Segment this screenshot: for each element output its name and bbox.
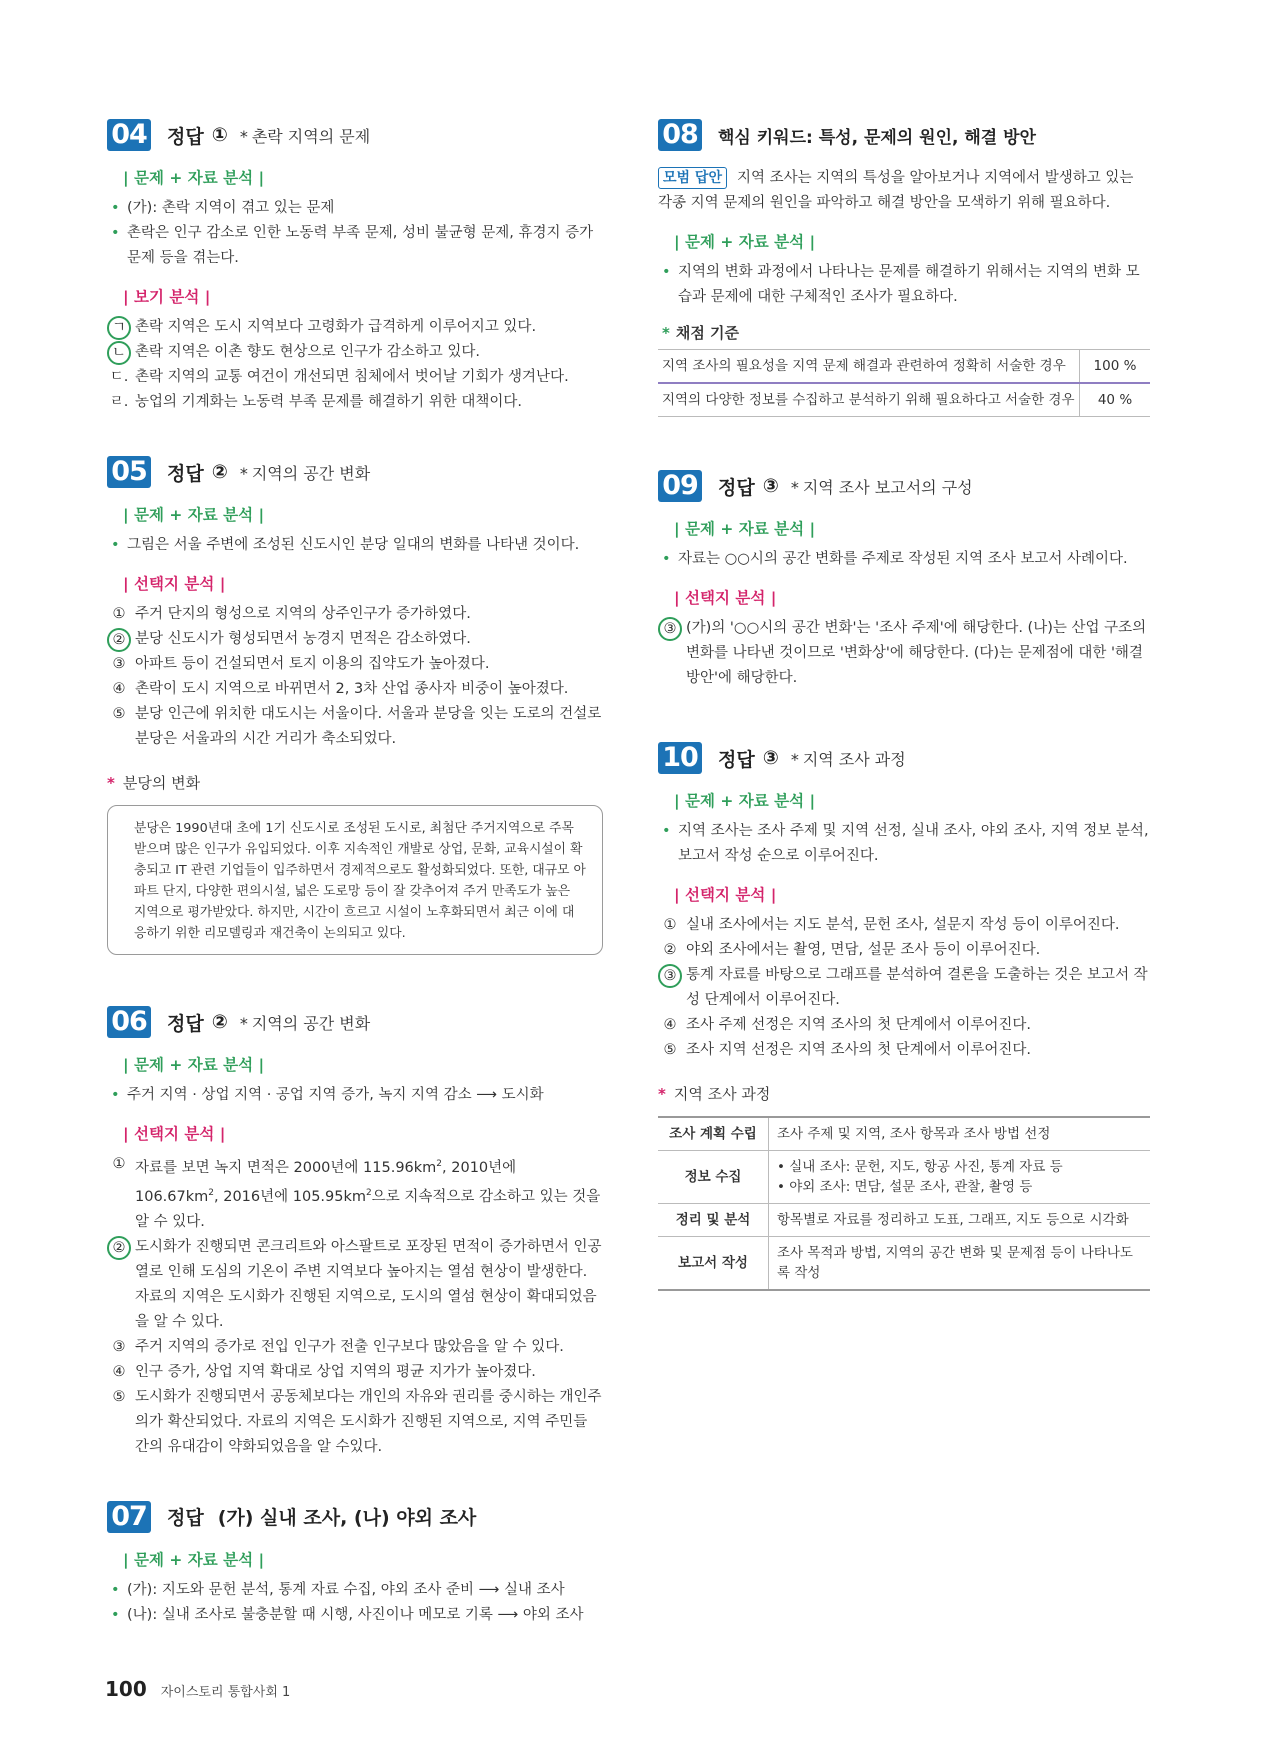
answer-label: 정답	[167, 1507, 204, 1530]
option-item: ㄹ. 농업의 기계화는 노동력 부족 문제를 해결하기 위한 대책이다.	[109, 394, 523, 410]
option-item: ② 야외 조사에서는 촬영, 면담, 설문 조사 등이 이루어진다.	[663, 942, 1041, 958]
bullet-item: • 지역의 변화 과정에서 나타나는 문제를 해결하기 위해서는 지역의 변화 모습과 문제에 대한 구체적인 조사가 필요하다.	[658, 260, 1150, 310]
question-header	[107, 1500, 603, 1534]
answer-label: 정답	[167, 1012, 204, 1035]
question-number: 08	[658, 119, 702, 151]
bullet-item: • 그림은 서울 주변에 조성된 신도시인 분당 일대의 변화를 나타낸 것이다.	[107, 533, 603, 558]
section-title: | 문제 + 자료 분석 |	[123, 169, 265, 187]
answer-number: ②	[211, 1011, 228, 1033]
option-item: ④ 촌락이 도시 지역으로 바뀌면서 2, 3차 산업 종사자 비중이 높아졌다.	[112, 681, 569, 697]
section-title: | 문제 + 자료 분석 |	[674, 792, 816, 810]
table-row	[658, 350, 1150, 384]
option-item: ③ 통계 자료를 바탕으로 그래프를 분석하여 결론을 도출하는 것은 보고서 작성 단계에서 이루어진다.	[658, 963, 1150, 1013]
bullet-item: • 주거 지역 · 상업 지역 · 공업 지역 증가, 녹지 지역 감소 ⟶ 도시화	[107, 1083, 603, 1108]
note-box: 분당은 1990년대 초에 1기 신도시로 조성된 도시로, 최첨단 주거지역으로 주목받으며 많은 인구가 유입되었다. 이후 지속적인 개발로 상업, 문화, 교육시설이 확충되고 IT 관련 기업들이 입주하면서 경제적으로도 활성화되었다. 또한, 대규모 아파트 단지, 다양한 편의시설, 넓은 도로망 등이 잘 갖추어져 주거 만족도가 높은 지역으로 평가받았다. 하지만, 시간이 흐르고 시설이 노후화되면서 최근 이에 대응하기 위한 리모델링과 재건축이 논의되고 있다.	[107, 805, 603, 955]
option-item: ② 도시화가 진행되면 콘크리트와 아스팔트로 포장된 면적이 증가하면서 인공열로 인해 도심의 기온이 주변 지역보다 높아지는 열섬 현상이 발생한다. 자료의 지역은 도시화가 진행된 지역으로, 도시의 열섬 현상이 확대되었음을 알 수 있다.	[107, 1235, 603, 1335]
section-title: | 보기 분석 |	[123, 288, 211, 306]
option-item: ④ 조사 주제 선정은 지역 조사의 첫 단계에서 이루어진다.	[663, 1017, 1032, 1033]
criteria-title: * 채점 기준	[662, 324, 740, 342]
criteria-table	[658, 349, 1150, 417]
option-item: ③ (가)의 '○○시의 공간 변화'는 '조사 주제'에 해당한다. (나)는 산업 구조의 변화를 나타낸 것이므로 '변화상'에 해당한다. (다)는 문제점에 대한 '해결 방안'에 해당한다.	[658, 616, 1150, 691]
question-05	[107, 455, 603, 955]
topic: * 촌락 지역의 문제	[239, 126, 371, 146]
criteria-percent: 40 %	[1080, 383, 1151, 417]
question-number: 07	[107, 1501, 151, 1533]
question-header	[658, 741, 1150, 775]
option-item: ④ 인구 증가, 상업 지역 확대로 상업 지역의 평균 지가가 높아졌다.	[112, 1363, 536, 1380]
page-number: 100	[105, 1677, 147, 1701]
bullet-item: • (가): 지도와 문헌 분석, 통계 자료 수집, 야외 조사 준비 ⟶ 실내 조사	[107, 1578, 603, 1603]
correct-mark: ③	[658, 964, 682, 988]
process-body: • 실내 조사: 문헌, 지도, 항공 사진, 통계 자료 등 • 야외 조사: 면담, 설문 조사, 관찰, 촬영 등	[769, 1151, 1151, 1204]
topic: * 지역의 공간 변화	[239, 1013, 371, 1033]
answer-text: (가) 실내 조사, (나) 야외 조사	[217, 1507, 477, 1530]
bullet-item: • (나): 실내 조사로 불충분할 때 시행, 사진이나 메모로 기록 ⟶ 야외 조사	[107, 1603, 603, 1628]
option-item: ① 자료를 보면 녹지 면적은 2000년에 $115.96km^2$, 2010년에 $106.67km^2$, 2016년에 $105.95km^2$으로 지속적으로 감소하고 있는 것을 알 수 있다.	[112, 1156, 601, 1230]
option-item: ② 분당 신도시가 형성되면서 농경지 면적은 감소하였다.	[107, 627, 603, 652]
process-body: 조사 주제 및 지역, 조사 항목과 조사 방법 선정	[769, 1117, 1151, 1151]
option-item: ⑤ 도시화가 진행되면서 공동체보다는 개인의 자유와 권리를 중시하는 개인주의가 확산되었다. 자료의 지역은 도시화가 진행된 지역으로, 지역 주민들 간의 유대감이 약화되었음을 알 수있다.	[112, 1388, 602, 1455]
option-item: ③ 주거 지역의 증가로 전입 인구가 전출 인구보다 많았음을 알 수 있다.	[112, 1338, 564, 1355]
section-title: | 문제 + 자료 분석 |	[674, 520, 816, 538]
option-item: ⑤ 분당 인근에 위치한 대도시는 서울이다. 서울과 분당을 잇는 도로의 건설로 분당은 서울과의 시간 거리가 축소되었다.	[112, 706, 602, 747]
answer-label: 정답	[167, 125, 204, 148]
bullet-item: • (가): 촌락 지역이 겪고 있는 문제	[107, 196, 603, 221]
process-head: 조사 계획 수립	[658, 1117, 769, 1151]
option-item: ㄱ 촌락 지역은 도시 지역보다 고령화가 급격하게 이루어지고 있다.	[107, 315, 603, 340]
question-09	[658, 469, 1150, 691]
answer-number: ②	[211, 461, 228, 483]
question-header	[107, 455, 603, 489]
question-header	[658, 469, 1150, 503]
process-head: 보고서 작성	[658, 1237, 769, 1291]
right-column	[658, 118, 1150, 1291]
topic: * 지역 조사 과정	[790, 749, 906, 769]
process-table	[658, 1116, 1150, 1291]
table-row	[658, 1117, 1150, 1151]
option-item: ㄷ. 촌락 지역의 교통 여건이 개선되면 침체에서 벗어날 기회가 생겨난다.	[109, 369, 569, 385]
table-row	[658, 383, 1150, 417]
section-title: | 문제 + 자료 분석 |	[123, 1056, 265, 1074]
process-body: 항목별로 자료를 정리하고 도표, 그래프, 지도 등으로 시각화	[769, 1204, 1151, 1237]
book-title: 자이스토리 통합사회 1	[160, 1685, 291, 1700]
process-head: 정리 및 분석	[658, 1204, 769, 1237]
question-header	[107, 1005, 603, 1039]
bullet-item: • 촌락은 인구 감소로 인한 노동력 부족 문제, 성비 불균형 문제, 휴경지 증가 문제 등을 겪는다.	[107, 221, 603, 271]
question-header	[107, 118, 603, 152]
table-row	[658, 1204, 1150, 1237]
criteria-text: 지역 조사의 필요성을 지역 문제 해결과 관련하여 정확히 서술한 경우	[658, 350, 1080, 384]
option-item: ㄴ 촌락 지역은 이촌 향도 현상으로 인구가 감소하고 있다.	[107, 340, 603, 365]
left-column	[107, 118, 603, 1628]
question-08	[658, 118, 1150, 417]
option-item: ⑤ 조사 지역 선정은 지역 조사의 첫 단계에서 이루어진다.	[663, 1042, 1032, 1058]
criteria-text: 지역의 다양한 정보를 수집하고 분석하기 위해 필요하다고 서술한 경우	[658, 383, 1080, 417]
correct-mark: ㄱ	[107, 316, 131, 340]
process-body: 조사 목적과 방법, 지역의 공간 변화 및 문제점 등이 나타나도록 작성	[769, 1237, 1151, 1291]
question-number: 09	[658, 470, 702, 502]
section-title: | 선택지 분석 |	[674, 886, 777, 904]
question-header	[658, 118, 1150, 152]
answer-number: ③	[762, 747, 779, 769]
section-title: | 문제 + 자료 분석 |	[123, 506, 265, 524]
question-number: 05	[107, 456, 151, 488]
keyword: 핵심 키워드: 특성, 문제의 원인, 해결 방안	[718, 127, 1036, 148]
answer-label: 정답	[718, 476, 755, 499]
page-footer	[105, 1677, 290, 1701]
question-number: 06	[107, 1006, 151, 1038]
table-row	[658, 1151, 1150, 1204]
note-title: * 분당의 변화	[107, 774, 201, 792]
table-row	[658, 1237, 1150, 1291]
question-06	[107, 1005, 603, 1460]
correct-mark: ③	[658, 617, 682, 641]
correct-mark: ㄴ	[107, 341, 131, 365]
bullet-item: • 자료는 ○○시의 공간 변화를 주제로 작성된 지역 조사 보고서 사례이다.	[658, 547, 1150, 572]
section-title: | 선택지 분석 |	[674, 589, 777, 607]
bullet-item: • 지역 조사는 조사 주제 및 지역 선정, 실내 조사, 야외 조사, 지역 정보 분석, 보고서 작성 순으로 이루어진다.	[658, 819, 1150, 869]
section-title: | 선택지 분석 |	[123, 575, 226, 593]
answer-number: ③	[762, 475, 779, 497]
process-head: 정보 수집	[658, 1151, 769, 1204]
topic: * 지역 조사 보고서의 구성	[790, 477, 973, 497]
answer-label: 정답	[167, 462, 204, 485]
section-title: | 선택지 분석 |	[123, 1125, 226, 1143]
answer-number: ①	[211, 124, 228, 146]
topic: * 지역의 공간 변화	[239, 463, 371, 483]
correct-mark: ②	[107, 1236, 131, 1260]
question-10	[658, 741, 1150, 1291]
option-item: ① 주거 단지의 형성으로 지역의 상주인구가 증가하였다.	[112, 606, 471, 622]
model-answer: 모범 답안 지역 조사는 지역의 특성을 알아보거나 지역에서 발생하고 있는 각종 지역 문제의 원인을 파악하고 해결 방안을 모색하기 위해 필요하다.	[658, 166, 1150, 216]
note-title: * 지역 조사 과정	[658, 1085, 771, 1103]
question-number: 10	[658, 742, 702, 774]
criteria-percent: 100 %	[1080, 350, 1151, 384]
option-item: ③ 아파트 등이 건설되면서 토지 이용의 집약도가 높아졌다.	[112, 656, 490, 672]
answer-label: 정답	[718, 748, 755, 771]
question-number: 04	[107, 119, 151, 151]
option-item: ① 실내 조사에서는 지도 분석, 문헌 조사, 설문지 작성 등이 이루어진다.	[663, 917, 1120, 933]
correct-mark: ②	[107, 628, 131, 652]
model-answer-badge: 모범 답안	[658, 167, 727, 189]
section-title: | 문제 + 자료 분석 |	[123, 1550, 265, 1569]
question-04	[107, 118, 603, 415]
section-title: | 문제 + 자료 분석 |	[674, 233, 816, 251]
question-07	[107, 1500, 603, 1628]
